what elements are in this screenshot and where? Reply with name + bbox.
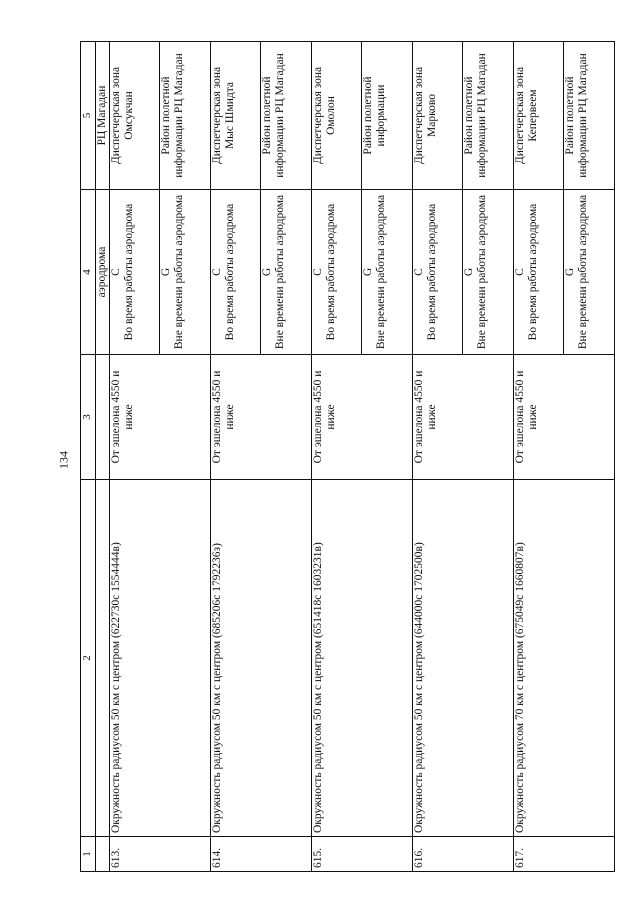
- airspace-class-g: G Вне времени работы аэродрома: [160, 190, 211, 355]
- col-header-4: 4: [81, 190, 96, 355]
- airspace-class-c: C Во время работы аэродрома: [412, 190, 463, 355]
- table-row: [109, 42, 160, 872]
- airspace-class-c: C Во время работы аэродрома: [311, 190, 362, 355]
- header-row: [81, 42, 96, 872]
- atc-unit-g: Район полетной информации: [362, 42, 413, 190]
- continuation-row: [96, 42, 110, 872]
- atc-unit-c: Диспетчерская зона Кепервеем: [513, 42, 564, 190]
- zone-description: Окружность радиусом 50 км с центром (622730с 1554444в): [109, 480, 210, 837]
- table-row: [513, 42, 564, 872]
- altitude-limits: От эшелона 4550 и ниже: [210, 355, 311, 480]
- zone-description: Окружность радиусом 70 км с центром (675049с 1660807в): [513, 480, 614, 837]
- atc-unit-c: Диспетчерская зона Омолон: [311, 42, 362, 190]
- row-number: 616.: [412, 837, 513, 872]
- atc-unit-c: Диспетчерская зона Омсукчан: [109, 42, 160, 190]
- altitude-limits: От эшелона 4550 и ниже: [412, 355, 513, 480]
- atc-unit-g: Район полетной информации РЦ Магадан: [463, 42, 514, 190]
- continuation-empty-2: [96, 480, 110, 837]
- altitude-limits: От эшелона 4550 и ниже: [513, 355, 614, 480]
- airspace-class-c: C Во время работы аэродрома: [109, 190, 160, 355]
- continuation-class-text: аэродрома: [96, 190, 110, 355]
- airspace-class-g: G Вне времени работы аэродрома: [564, 190, 615, 355]
- airspace-class-c: C Во время работы аэродрома: [210, 190, 261, 355]
- row-number: 614.: [210, 837, 311, 872]
- zone-description: Окружность радиусом 50 км с центром (644000с 1702500в): [412, 480, 513, 837]
- row-number: 615.: [311, 837, 412, 872]
- continuation-unit-text: РЦ Магадан: [96, 42, 110, 190]
- col-header-2: 2: [81, 480, 96, 837]
- airspace-class-c: C Во время работы аэродрома: [513, 190, 564, 355]
- zone-description: Окружность радиусом 50 км с центром (685206с 1792236з): [210, 480, 311, 837]
- continuation-empty-3: [96, 355, 110, 480]
- table-row: [412, 42, 463, 872]
- atc-unit-c: Диспетчерская зона Мыс Шмидта: [210, 42, 261, 190]
- airspace-class-g: G Вне времени работы аэродрома: [362, 190, 413, 355]
- altitude-limits: От эшелона 4550 и ниже: [311, 355, 412, 480]
- atc-unit-g: Район полетной информации РЦ Магадан: [160, 42, 211, 190]
- zone-description: Окружность радиусом 50 км с центром (651418с 1603231в): [311, 480, 412, 837]
- row-number: 613.: [109, 837, 210, 872]
- rotated-table-wrapper: [80, 42, 615, 872]
- page-number: 134: [56, 451, 71, 469]
- atc-unit-g: Район полетной информации РЦ Магадан: [564, 42, 615, 190]
- table-row: [210, 42, 261, 872]
- col-header-5: 5: [81, 42, 96, 190]
- col-header-1: 1: [81, 837, 96, 872]
- airspace-class-g: G Вне времени работы аэродрома: [463, 190, 514, 355]
- continuation-empty-1: [96, 837, 110, 872]
- airspace-class-g: G Вне времени работы аэродрома: [261, 190, 312, 355]
- airspace-table: [80, 41, 615, 872]
- altitude-limits: От эшелона 4550 и ниже: [109, 355, 210, 480]
- table-row: [311, 42, 362, 872]
- atc-unit-c: Диспетчерская зона Марково: [412, 42, 463, 190]
- col-header-3: 3: [81, 355, 96, 480]
- row-number: 617.: [513, 837, 614, 872]
- atc-unit-g: Район полетной информации РЦ Магадан: [261, 42, 312, 190]
